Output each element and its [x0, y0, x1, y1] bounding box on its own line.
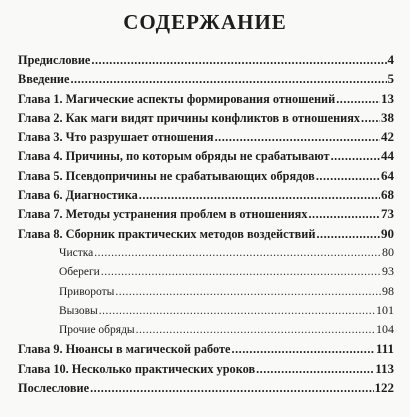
toc-entry-label: Прочие обряды: [59, 324, 135, 337]
toc-entry: [18, 108, 394, 127]
toc-entry-page: 90: [381, 225, 394, 241]
toc-entry-label: Глава 5. Псевдопричины не срабатывающих обрядов: [18, 168, 315, 183]
dot-leader: [115, 283, 381, 302]
toc-entry-page: 73: [381, 206, 394, 222]
toc-entry: [18, 204, 394, 223]
toc-entry-label: Глава 4. Причины, по которым обряды не срабатывают: [18, 149, 330, 164]
toc-entry: [18, 127, 394, 146]
page-title: СОДЕРЖАНИЕ: [123, 10, 287, 34]
dot-leader: [331, 147, 380, 166]
toc-entry-page: 80: [382, 244, 394, 259]
toc-subentry: [18, 320, 394, 339]
dot-leader: [215, 128, 380, 147]
toc-entry-label: Вызовы: [59, 304, 98, 317]
dot-leader: [136, 321, 375, 340]
toc-entry-page: 38: [381, 109, 394, 125]
dot-leader: [361, 109, 380, 128]
toc-entry-label: Послесловие: [18, 381, 90, 396]
toc-entry-page: 13: [381, 90, 394, 106]
toc-subentry: [18, 282, 394, 301]
dot-leader: [336, 90, 380, 109]
toc-entry-page: 101: [376, 302, 394, 317]
toc-entry-page: 122: [374, 380, 394, 396]
toc-entry-page: 44: [381, 148, 394, 164]
toc-entry-label: Предисловие: [18, 53, 91, 67]
toc-entry: [18, 50, 394, 69]
dot-leader: [316, 225, 380, 244]
toc-entry: [18, 378, 394, 397]
toc-entry-label: Глава 2. Как маги видят причины конфликтов в отношениях: [18, 110, 361, 125]
dot-leader: [308, 205, 380, 224]
dot-leader: [90, 379, 373, 398]
toc-entry: [18, 359, 394, 378]
toc-entry-label: Глава 8. Сборник практических методов воздействий: [18, 226, 316, 241]
toc-entry: [18, 89, 394, 108]
toc-entry-label: Глава 1. Магические аспекты формирования отношений: [18, 91, 336, 106]
toc-subentry: [18, 243, 394, 262]
toc-entry-page: 68: [381, 187, 394, 203]
dot-leader: [94, 244, 381, 263]
toc-entry-label: Привороты: [59, 285, 115, 298]
dot-leader: [91, 51, 386, 70]
dot-leader: [101, 263, 381, 282]
toc-entry-page: 42: [381, 129, 394, 145]
toc-entry-page: 111: [375, 341, 394, 357]
toc-entry: [18, 339, 394, 358]
toc-entry-label: Глава 10. Несколько практических уроков: [18, 361, 256, 376]
toc-subentry: [18, 301, 394, 320]
dot-leader: [99, 302, 375, 321]
toc-entry-label: Глава 7. Методы устранения проблем в отношениях: [18, 207, 308, 222]
toc-entry: [18, 69, 394, 88]
toc-subentry: [18, 262, 394, 281]
dot-leader: [139, 186, 380, 205]
toc-entry-page: 4: [387, 52, 394, 67]
toc-entry: [18, 146, 394, 165]
toc-entry-label: Глава 3. Что разрушает отношения: [18, 130, 214, 145]
toc-entry-page: 93: [382, 264, 394, 279]
toc-entry: [18, 185, 394, 204]
toc-entry-page: 64: [381, 167, 394, 183]
toc-entry-page: 113: [375, 360, 394, 376]
toc-entry-page: 98: [382, 283, 394, 298]
dot-leader: [70, 70, 386, 89]
toc-entry-label: Глава 6. Диагностика: [18, 188, 138, 203]
dot-leader: [232, 340, 375, 359]
toc-list: [18, 50, 394, 397]
toc-entry-label: Чистка: [59, 246, 94, 259]
toc-entry: [18, 224, 394, 243]
toc-entry-page: 5: [387, 71, 394, 87]
dot-leader: [256, 360, 374, 379]
toc-entry-page: 104: [376, 322, 394, 337]
toc-entry-label: Глава 9. Нюансы в магической работе: [18, 342, 231, 357]
toc-entry-label: Обереги: [59, 266, 100, 279]
dot-leader: [316, 167, 380, 186]
toc-entry: [18, 166, 394, 185]
toc-entry-label: Введение: [18, 72, 70, 87]
